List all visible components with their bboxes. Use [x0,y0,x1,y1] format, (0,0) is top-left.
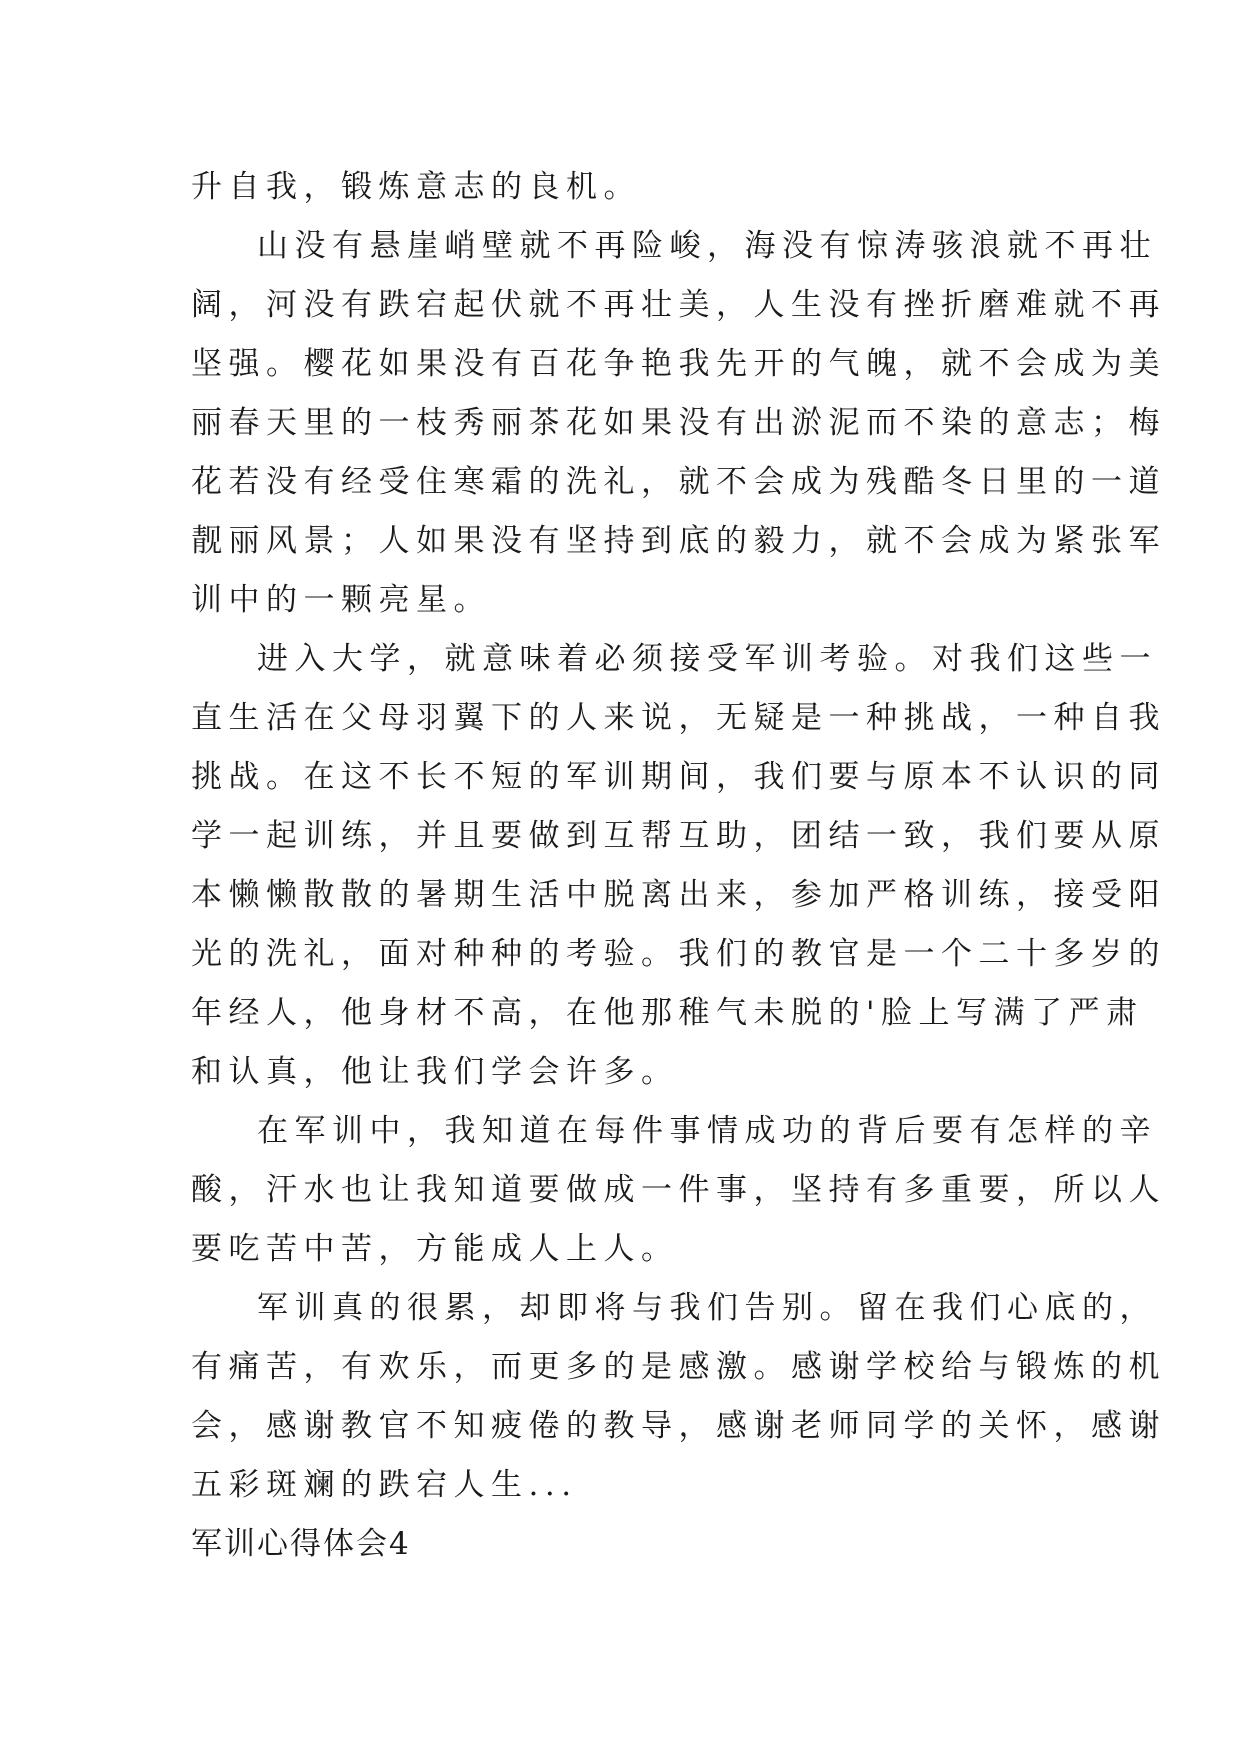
text-line: 本懒懒散散的暑期生活中脱离出来，参加严格训练，接受阳 [191,877,1166,913]
text-line: 直生活在父母羽翼下的人来说，无疑是一种挑战，一种自我 [191,700,1166,736]
text-line: 花若没有经受住寒霜的洗礼，就不会成为残酷冬日里的一道 [191,464,1166,500]
text-line: 会，感谢教官不知疲倦的教导，感谢老师同学的关怀，感谢 [191,1408,1166,1444]
text-line: 训中的一颗亮星。 [191,582,491,618]
text-line: 靓丽风景；人如果没有坚持到底的毅力，就不会成为紧张军 [191,523,1166,559]
text-line: 酸，汗水也让我知道要做成一件事，坚持有多重要，所以人 [191,1172,1166,1208]
paragraph-start-line: 在军训中，我知道在每件事情成功的背后要有怎样的辛 [257,1113,1157,1149]
document-page [191,158,1166,1574]
text-line: 五彩斑斓的跌宕人生... [191,1467,578,1503]
text-line: 有痛苦，有欢乐，而更多的是感激。感谢学校给与锻炼的机 [191,1349,1166,1385]
text-line: 要吃苦中苦，方能成人上人。 [191,1231,679,1267]
paragraph-start-line: 进入大学，就意味着必须接受军训考验。对我们这些一 [257,641,1157,677]
text-line: 丽春天里的一枝秀丽茶花如果没有出淤泥而不染的意志；梅 [191,405,1166,441]
text-line: 坚强。樱花如果没有百花争艳我先开的气魄，就不会成为美 [191,346,1166,382]
text-line: 和认真，他让我们学会许多。 [191,1054,679,1090]
text-line: 升自我，锻炼意志的良机。 [191,169,641,205]
paragraph-start-line: 山没有悬崖峭壁就不再险峻，海没有惊涛骇浪就不再壮 [257,228,1157,264]
text-line: 光的洗礼，面对种种的考验。我们的教官是一个二十多岁的 [191,936,1166,972]
paragraph-start-line: 军训真的很累，却即将与我们告别。留在我们心底的， [257,1290,1157,1326]
text-line: 阔，河没有跌宕起伏就不再壮美，人生没有挫折磨难就不再 [191,287,1166,323]
text-line: 学一起训练，并且要做到互帮互助，团结一致，我们要从原 [191,818,1166,854]
section-heading: 军训心得体会4 [191,1526,411,1562]
text-line: 挑战。在这不长不短的军训期间，我们要与原本不认识的同 [191,759,1166,795]
text-line: 年经人，他身材不高，在他那稚气未脱的'脸上写满了严肃 [191,995,1144,1031]
